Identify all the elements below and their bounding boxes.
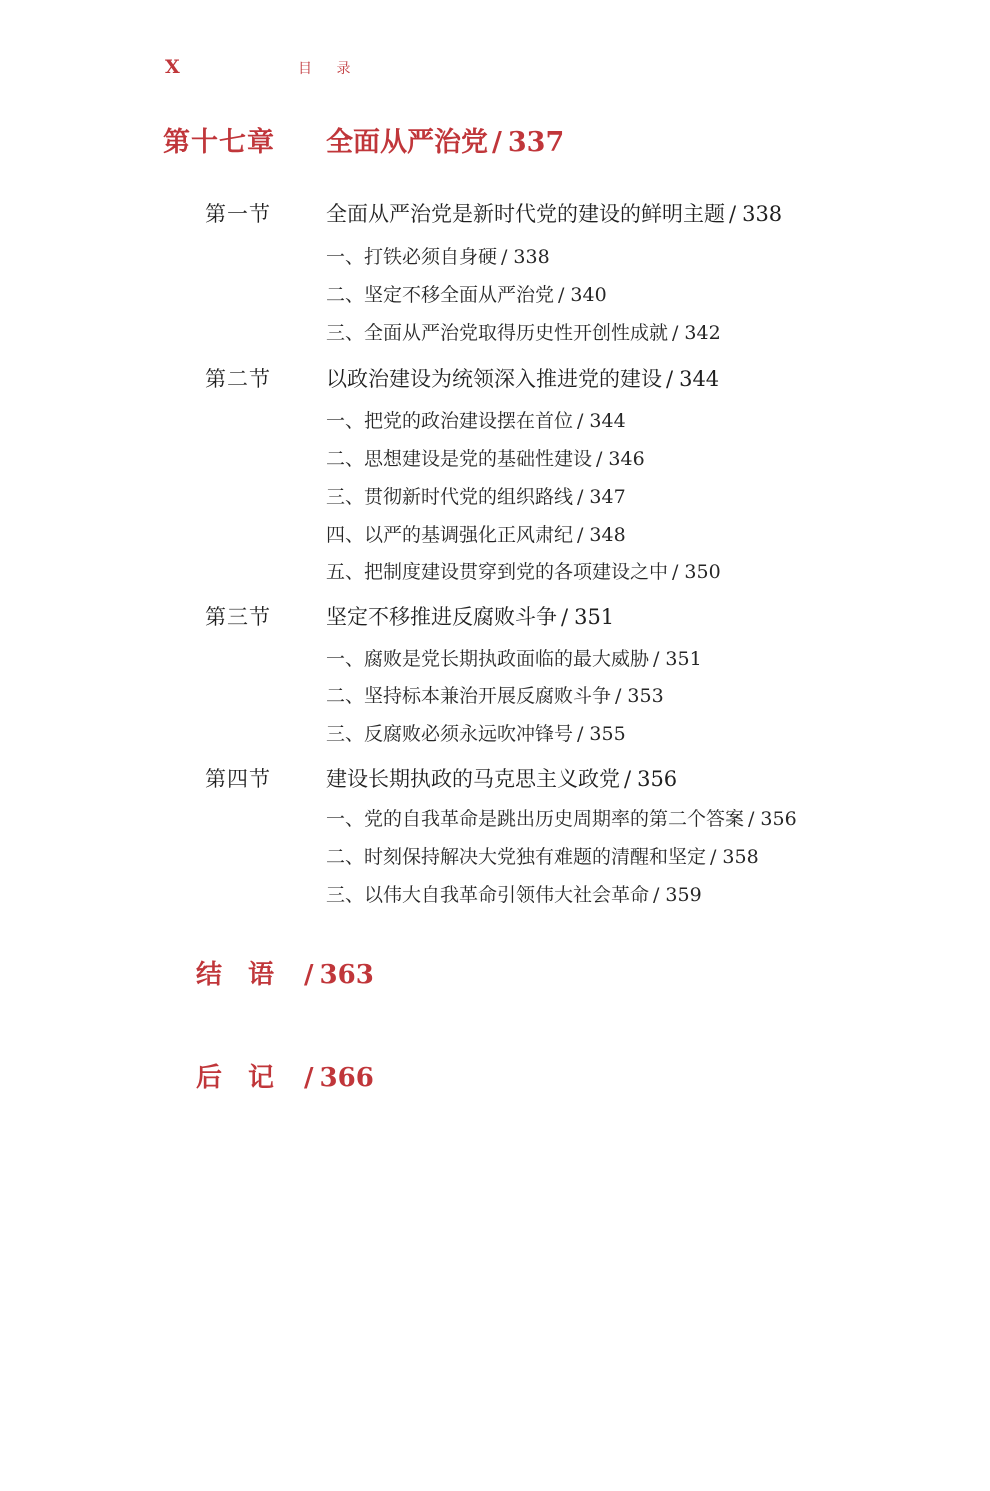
toc-item-text: 一、腐败是党长期执政面临的最大威胁 — [326, 648, 650, 670]
chapter-title: 全面从严治党 — [326, 127, 488, 158]
separator-slash: / — [304, 1063, 314, 1093]
section-label: 第四节 — [205, 767, 271, 791]
section-title: 坚定不移推进反腐败斗争 — [326, 605, 557, 629]
separator-slash: / — [748, 808, 755, 830]
toc-item-page: 359 — [665, 884, 702, 906]
toc-item[interactable] — [326, 681, 664, 708]
toc-item-text: 三、反腐败必须永远吹冲锋号 — [326, 723, 574, 745]
separator-slash: / — [653, 648, 660, 670]
toc-item[interactable] — [326, 557, 721, 584]
section-title-line — [326, 363, 719, 393]
section-title: 全面从严治党是新时代党的建设的鲜明主题 — [326, 202, 725, 226]
separator-slash: / — [624, 767, 632, 791]
section-page: 351 — [574, 605, 615, 629]
conclusion-page: 363 — [319, 960, 374, 990]
running-head-page-number: X — [165, 56, 180, 78]
separator-slash: / — [561, 605, 569, 629]
toc-item[interactable] — [326, 644, 702, 671]
postscript-label: 后记 — [196, 1063, 301, 1093]
separator-slash: / — [304, 960, 314, 990]
section-page: 356 — [637, 767, 678, 791]
separator-slash: / — [596, 448, 603, 470]
separator-slash: / — [729, 202, 737, 226]
separator-slash: / — [615, 685, 622, 707]
toc-item-text: 二、时刻保持解决大党独有难题的清醒和坚定 — [326, 846, 707, 868]
separator-slash: / — [501, 246, 508, 268]
chapter-title-line — [326, 120, 564, 159]
chapter-page: 337 — [507, 127, 565, 158]
section-page: 338 — [742, 202, 783, 226]
toc-item-text: 一、打铁必须自身硬 — [326, 246, 498, 268]
toc-item-text: 二、思想建设是党的基础性建设 — [326, 448, 593, 470]
toc-item-text: 四、以严的基调强化正风肃纪 — [326, 524, 574, 546]
toc-item-page: 348 — [589, 524, 626, 546]
toc-item-page: 342 — [684, 322, 721, 344]
toc-item[interactable] — [326, 482, 626, 509]
conclusion-heading[interactable] — [196, 954, 374, 991]
section-title: 以政治建设为统领深入推进党的建设 — [326, 367, 662, 391]
section-page: 344 — [679, 367, 720, 391]
toc-item-page: 351 — [665, 648, 702, 670]
toc-item[interactable] — [326, 318, 721, 345]
toc-item-page: 347 — [589, 486, 626, 508]
toc-item[interactable] — [326, 880, 702, 907]
toc-item[interactable] — [326, 280, 607, 307]
toc-item-page: 344 — [589, 410, 626, 432]
chapter-label: 第十七章 — [163, 127, 275, 158]
running-head-title: 目 录 — [298, 61, 361, 77]
toc-item-text: 三、全面从严治党取得历史性开创性成就 — [326, 322, 669, 344]
toc-item-text: 三、贯彻新时代党的组织路线 — [326, 486, 574, 508]
toc-item[interactable] — [326, 520, 626, 547]
toc-item[interactable] — [326, 842, 759, 869]
toc-item-text: 一、党的自我革命是跳出历史周期率的第二个答案 — [326, 808, 745, 830]
separator-slash: / — [577, 486, 584, 508]
section-label: 第三节 — [205, 605, 271, 629]
conclusion-label: 结语 — [196, 960, 301, 990]
toc-item-page: 355 — [589, 723, 626, 745]
postscript-heading[interactable] — [196, 1057, 374, 1094]
separator-slash: / — [672, 561, 679, 583]
separator-slash: / — [672, 322, 679, 344]
toc-item-page: 358 — [722, 846, 759, 868]
toc-item[interactable] — [326, 242, 550, 269]
toc-item-text: 二、坚定不移全面从严治党 — [326, 284, 555, 306]
separator-slash: / — [558, 284, 565, 306]
section-label: 第二节 — [205, 367, 271, 391]
toc-item-page: 353 — [627, 685, 664, 707]
section-label: 第一节 — [205, 202, 271, 226]
toc-item[interactable] — [326, 444, 645, 471]
separator-slash: / — [653, 884, 660, 906]
separator-slash: / — [710, 846, 717, 868]
toc-item-text: 五、把制度建设贯穿到党的各项建设之中 — [326, 561, 669, 583]
toc-item-page: 346 — [608, 448, 645, 470]
section-title-line — [326, 601, 614, 631]
separator-slash: / — [577, 410, 584, 432]
toc-item-page: 356 — [760, 808, 797, 830]
toc-item[interactable] — [326, 406, 626, 433]
postscript-page: 366 — [319, 1063, 374, 1093]
separator-slash: / — [577, 723, 584, 745]
section-title: 建设长期执政的马克思主义政党 — [326, 767, 620, 791]
toc-item-page: 350 — [684, 561, 721, 583]
toc-item-page: 340 — [570, 284, 607, 306]
separator-slash: / — [666, 367, 674, 391]
section-title-line — [326, 198, 782, 228]
toc-item-text: 二、坚持标本兼治开展反腐败斗争 — [326, 685, 612, 707]
toc-item[interactable] — [326, 804, 797, 831]
toc-item[interactable] — [326, 719, 626, 746]
toc-item-page: 338 — [513, 246, 550, 268]
section-title-line — [326, 763, 677, 793]
toc-item-text: 一、把党的政治建设摆在首位 — [326, 410, 574, 432]
separator-slash: / — [577, 524, 584, 546]
toc-item-text: 三、以伟大自我革命引领伟大社会革命 — [326, 884, 650, 906]
separator-slash: / — [492, 127, 502, 158]
